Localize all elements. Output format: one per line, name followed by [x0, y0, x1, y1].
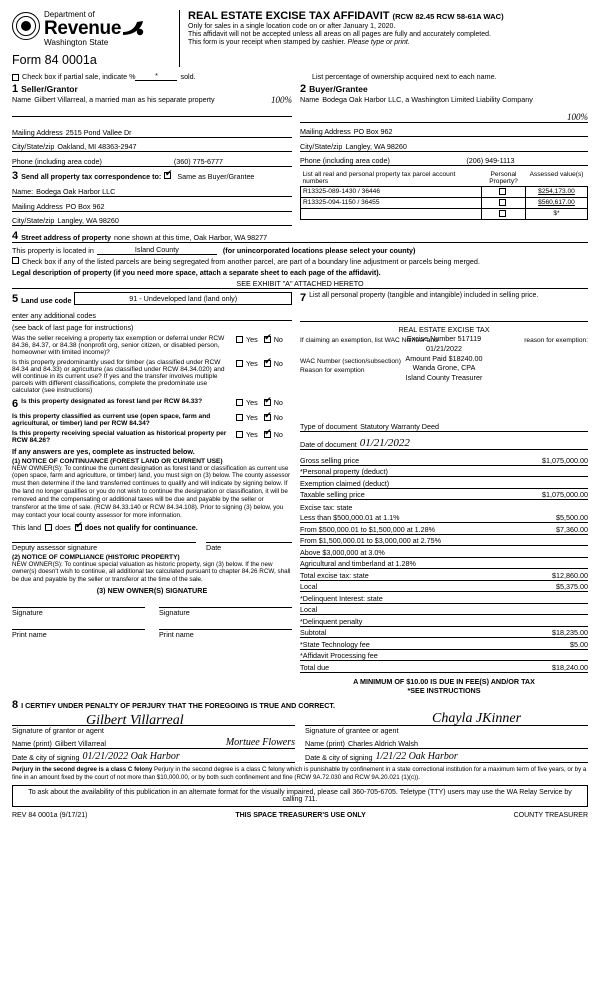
see-instructions-note: *SEE INSTRUCTIONS — [407, 685, 481, 695]
q-historic-no[interactable]: ✔ No — [264, 430, 283, 439]
doc-date-label: Date of document — [300, 440, 357, 450]
new-owner-signature-title: (3) NEW OWNER(S) SIGNATURE — [96, 586, 208, 596]
corr-mailing-label: Mailing Address — [12, 201, 63, 211]
buyer-phone-value[interactable]: (206) 949-1113 — [466, 156, 515, 165]
county-note: (for unincorporated locations please select your county) — [222, 246, 416, 255]
money-value-0[interactable]: $1,075,000.00 — [542, 455, 588, 465]
buyer-mailing-value[interactable]: PO Box 962 — [353, 127, 393, 136]
dept-label: Department of — [44, 10, 95, 19]
q-timber-yes[interactable]: Yes — [236, 359, 258, 368]
correspondence-section — [12, 170, 292, 227]
correspondence-title: Send all property tax correspondence to: — [21, 171, 162, 181]
additional-codes-label: enter any additional codes — [12, 310, 96, 320]
money-row — [300, 500, 588, 512]
designation-section-number: 6 — [12, 397, 19, 410]
county-value[interactable]: Island County — [97, 245, 217, 255]
table-row — [301, 186, 588, 197]
same-as-buyer-checkbox[interactable] — [164, 172, 171, 179]
grantee-signature-label: Signature of grantee or agent — [305, 725, 399, 735]
buyer-csz-value[interactable]: Langley, WA 98260 — [345, 141, 407, 151]
landuse-instructions: (see back of last page for instructions) — [12, 322, 134, 332]
buyer-name-label: Name — [300, 95, 320, 104]
form-header — [12, 10, 588, 67]
section7-number: 7 — [300, 292, 307, 304]
money-label-8: Above $3,000,000 at 3.0% — [300, 547, 385, 557]
money-row — [300, 650, 588, 662]
q-historic-text: Is this property receiving special valuation as historical property per RCW 84.26? — [12, 429, 227, 444]
property-address-section — [12, 230, 588, 289]
buyer-phone-label: Phone (including area code) — [300, 156, 390, 165]
state-seal-icon — [12, 12, 40, 40]
section7-intro: List all personal property (tangible and intangible) included in selling price. — [309, 292, 539, 299]
seller-phone-label: Phone (including area code) — [12, 156, 102, 166]
parcel-header-numbers: List all real and personal property tax parcel account numbers — [302, 170, 456, 185]
landuse-section-number: 5 — [12, 293, 19, 305]
money-row — [300, 581, 588, 593]
footer-treasurer: COUNTY TREASURER — [513, 812, 588, 820]
grantee-date-label: Date & city of signing — [305, 752, 373, 762]
money-label-10: Total excise tax: state — [300, 570, 369, 580]
parcel-number-1[interactable]: R13325-094-1150 / 36455 — [301, 197, 482, 208]
deputy-date-label: Date — [206, 542, 222, 552]
footer-revision: REV 84 0001a (9/17/21) — [12, 812, 88, 820]
title-block — [180, 10, 588, 67]
buyer-section-title: Buyer/Grantee — [309, 84, 368, 94]
corr-name-value[interactable]: Bodega Oak Harbor LLC — [36, 187, 116, 196]
money-value-16[interactable]: $5.00 — [570, 639, 588, 649]
partial-sale-checkbox[interactable] — [12, 74, 19, 81]
money-label-13: Local — [300, 605, 318, 615]
minimum-due-note: A MINIMUM OF $10.00 IS DUE IN FEE(S) AND/OR TAX — [353, 676, 535, 686]
designation-section — [12, 398, 292, 640]
money-label-3: Taxable selling price — [300, 490, 365, 500]
does-qualify-option[interactable]: does — [45, 523, 71, 532]
money-row — [300, 627, 588, 639]
grantor-date-value[interactable]: 01/21/2022 Oak Harbor — [82, 750, 180, 762]
landuse-label: Land use code — [21, 296, 72, 305]
parcel-value-0[interactable]: $254,173.00 — [526, 186, 588, 197]
notice-continuance-title: (1) NOTICE OF CONTINUANCE (FOREST LAND OR CURRENT USE) — [12, 457, 223, 465]
new-owner-print-label-1: Print name — [12, 630, 47, 640]
buyer-name-value[interactable]: Bodega Oak Harbor LLC, a Washington Limited Liability Company — [322, 95, 533, 104]
corr-mailing-value[interactable]: PO Box 962 — [65, 201, 105, 211]
partial-sale-label: Check box if partial sale, indicate % — [22, 72, 136, 81]
legal-description-label: Legal description of property (if you need more space, attach a separate sheet to each page of the affidavit). — [12, 268, 381, 277]
buyer-mailing-label: Mailing Address — [300, 127, 351, 136]
revenue-wordmark: Revenue — [44, 19, 145, 38]
money-table — [300, 454, 588, 673]
new-owner-sig-label-1: Signature — [12, 608, 43, 618]
money-value-3[interactable]: $1,075,000.00 — [542, 490, 588, 500]
stamp-line-3: 01/21/2022 — [426, 343, 462, 353]
money-row — [300, 523, 588, 535]
seller-csz-label: City/State/zip — [12, 142, 55, 151]
doc-date-value[interactable]: 01/21/2022 — [359, 437, 410, 450]
money-value-15[interactable]: $18,235.00 — [552, 628, 588, 638]
parcel-table — [300, 170, 588, 220]
money-label-15: Subtotal — [300, 628, 327, 638]
grantor-name-label: Name (print) — [12, 738, 52, 748]
corr-name-label: Name: — [12, 187, 34, 196]
grantee-name-label: Name (print) — [305, 738, 345, 748]
money-label-16: *State Technology fee — [300, 639, 370, 649]
grantee-date-value[interactable]: 1/21/22 Oak Harbor — [375, 750, 458, 762]
grantor-date-label: Date & city of signing — [12, 752, 80, 762]
buyer-percent[interactable]: 100% — [567, 111, 588, 122]
money-label-17: *Affidavit Processing fee — [300, 651, 378, 661]
q-currentuse-no[interactable]: ✔ No — [264, 413, 283, 422]
grantor-name-value[interactable]: Gilbert Villarreal — [54, 738, 106, 748]
form-title: REAL ESTATE EXCISE TAX AFFIDAVIT (RCW 82.45 RCW 58-61A WAC) — [188, 10, 504, 22]
notice-compliance-text: NEW OWNER(S): To continue special valuation as historic property, sign (3) below. If the new owner(s) doesn't wish to continue, all additional tax calculated pursuant to chapter 84.26 RCW, shall be due and payable by the seller or transferor at the time of the sale. — [12, 560, 291, 584]
does-not-qualify-option[interactable]: ✔ does not qualify for continuance. — [75, 523, 198, 532]
q-forest-text: Is this property designated as forest land per RCW 84.33? — [21, 397, 203, 405]
money-row — [300, 477, 588, 489]
q-currentuse-text: Is this property classified as current use (open space, farm and agricultural, or timber) land per RCW 84.34? — [12, 412, 211, 427]
parcel-number-2[interactable] — [301, 208, 482, 219]
money-label-11: Local — [300, 582, 318, 592]
q-timber-no[interactable]: ✔ No — [264, 359, 283, 368]
money-label-9: Agricultural and timberland at 1.28% — [300, 559, 416, 569]
money-label-5: Less than $500,000.01 at 1.1% — [300, 513, 400, 523]
seller-name-label: Name — [12, 95, 32, 104]
money-row — [300, 592, 588, 604]
q-historic-yes[interactable]: Yes — [236, 430, 258, 439]
q-exemption-no[interactable]: ✔ No — [264, 335, 283, 344]
money-label-14: *Delinquent penalty — [300, 616, 363, 626]
grantor-signature-label: Signature of grantor or agent — [12, 725, 104, 735]
legal-description-value[interactable]: SEE EXHIBIT "A" ATTACHED HERETO — [236, 279, 364, 288]
form-number: Form 84 0001a — [12, 53, 97, 67]
county-label: This property is located in — [12, 246, 94, 255]
q-exemption-yes[interactable]: Yes — [236, 335, 258, 344]
q-forest-no[interactable]: ✔ No — [264, 398, 283, 407]
parcel-personal-checkbox-2[interactable] — [499, 210, 506, 217]
q-currentuse-yes[interactable]: Yes — [236, 413, 258, 422]
deputy-assessor-label: Deputy assessor signature — [12, 542, 98, 552]
seller-percent[interactable]: 100% — [271, 95, 292, 105]
land-use-section — [12, 292, 292, 695]
doc-type-label: Type of document — [300, 422, 358, 432]
money-value-11[interactable]: $5,375.00 — [556, 582, 588, 592]
parcel-table-wrap — [300, 170, 588, 227]
money-row — [300, 569, 588, 581]
notice-compliance-title: (2) NOTICE OF COMPLIANCE (HISTORIC PROPERTY) — [12, 553, 180, 561]
stamp-line-2: Excise Number 517119 — [406, 334, 482, 344]
stamp-line-4: Amount Paid $18240.00 — [405, 353, 483, 363]
money-label-4: Excise tax: state — [300, 502, 353, 512]
if-any-yes-note: If any answers are yes, complete as instructed below. — [12, 446, 195, 456]
parcel-value-1[interactable]: $560,617.00 — [526, 197, 588, 208]
money-row — [300, 615, 588, 627]
money-row — [300, 546, 588, 558]
parcel-header-personal: Personal Property? — [489, 170, 518, 185]
money-row — [300, 512, 588, 524]
parcel-personal-checkbox-0[interactable] — [499, 188, 506, 195]
money-label-18: Total due — [300, 662, 330, 672]
grantor-signature-mark[interactable]: Gilbert Villarreal — [86, 712, 184, 728]
grantee-signature-mark[interactable]: Chayla JKinner — [432, 710, 522, 726]
seller-mailing-value[interactable]: 2515 Pond Vallee Dr — [65, 127, 132, 137]
form-sub2: This affidavit will not be accepted unless all areas on all pages are fully and accurately completed. — [188, 31, 491, 38]
money-row — [300, 489, 588, 501]
money-row — [300, 535, 588, 547]
footer-center-note: THIS SPACE TREASURER'S USE ONLY — [235, 812, 366, 820]
certification-section — [12, 699, 588, 763]
partial-sale-row — [12, 71, 588, 81]
table-row — [301, 197, 588, 208]
corr-csz-value[interactable]: Langley, WA 98260 — [57, 216, 119, 225]
notice-continuance-text: NEW OWNER(S): To continue the current designation as forest land or classification as current use (open space, farm and agriculture, or timber) land, you must sign on (3) below. The county assessor must then determine if the land transferred continues to qualify and will indicate by signing below. If the land no longer qualifies or you do not wish to continue the designation or classification, it will be removed and the compensating or additional taxes will be due and payable by the seller or transferor at the time of sale. (RCW 84.33.140 or RCW 84.34.108). Prior to signing (3) below, you may contact your local county assessor for more information. — [12, 464, 291, 519]
money-row — [300, 661, 588, 673]
ada-notice: To ask about the availability of this publication in an alternate format for the visually impaired, please call 360-705-6705. Teletype (TTY) users may use the WA Relay Service by calling 711. — [12, 785, 588, 807]
segregated-label: Check box if any of the listed parcels are being segregated from another parcel, are part of a boundary line adjustment or parcels being merged. — [22, 257, 480, 266]
seller-section-number: 1 — [12, 83, 19, 95]
parcel-header-assessed: Assessed value(s) — [529, 170, 584, 178]
money-value-10[interactable]: $12,860.00 — [552, 570, 588, 580]
address-label: Street address of property — [21, 233, 111, 242]
partial-sale-suffix: sold. — [180, 72, 196, 81]
stamp-line-6: Island County Treasurer — [405, 373, 483, 383]
money-value-5[interactable]: $5,500.00 — [556, 513, 588, 523]
buyer-section-number: 2 — [300, 83, 307, 95]
certification-title: I CERTIFY UNDER PENALTY OF PERJURY THAT THE FOREGOING IS TRUE AND CORRECT. — [21, 700, 335, 710]
parcel-number-0[interactable]: R13325-089-1430 / 36446 — [301, 186, 482, 197]
money-label-12: *Delinquent Interest: state — [300, 593, 383, 603]
perjury-note: Perjury in the second degree is a class C felony Perjury in the second degree is a class C felony which is punishable by confinement in a state correctional institution for a maximum term of five years, or by a fine in an amount fixed by the court of not more than $10,000.00, or by both such confinement and fine (RCW 9A.72.030 and RCW 9A.20.021 (1)(c)). — [12, 765, 587, 781]
exemption-claim-row: If claiming an exemption, list WAC Number and reason for exemption: WAC Number (section/subsection) Reason for exemption — [300, 336, 588, 374]
seller-phone-value[interactable]: (360) 775-6777 — [173, 156, 224, 166]
parcel-personal-checkbox-1[interactable] — [499, 199, 506, 206]
personal-property-section — [300, 292, 588, 695]
stamp-line-5: Wanda Grone, CPA — [412, 363, 476, 373]
table-row — [301, 208, 588, 219]
state-label: Washington State — [44, 38, 109, 47]
money-row — [300, 558, 588, 570]
buyer-csz-label: City/State/zip — [300, 141, 343, 151]
money-row — [300, 466, 588, 478]
money-value-6[interactable]: $7,360.00 — [556, 524, 588, 534]
stamp-line-1: REAL ESTATE EXCISE TAX — [398, 324, 490, 334]
corr-csz-label: City/State/zip — [12, 216, 55, 225]
q-exemption-text: Was the seller receiving a property tax exemption or deferral under RCW 84.36, 84.37, or 84.38 (nonprofit org, senior citizen, or disabled person, homeowner with limited income)? — [12, 334, 225, 356]
q-forest-yes[interactable]: Yes — [236, 398, 258, 407]
swoosh-icon — [121, 19, 145, 37]
new-owner-print-label-2: Print name — [159, 630, 194, 640]
this-land-label: This land — [12, 522, 42, 532]
doc-type-value[interactable]: Statutory Warranty Deed — [360, 422, 439, 432]
money-label-1: *Personal property (deduct) — [300, 467, 388, 477]
same-as-buyer-label: Same as Buyer/Grantee — [177, 171, 255, 181]
money-label-2: Exemption claimed (deduct) — [300, 478, 390, 488]
buyer-section — [300, 83, 588, 167]
landuse-code-value[interactable]: 91 - Undeveloped land (land only) — [74, 292, 292, 305]
parcel-value-2[interactable]: $* — [526, 208, 588, 219]
money-label-7: From $1,500,000.01 to $3,000,000 at 2.75% — [300, 536, 442, 546]
money-value-18[interactable]: $18,240.00 — [552, 662, 588, 672]
money-row — [300, 638, 588, 650]
seller-section — [12, 83, 292, 167]
segregated-checkbox[interactable] — [12, 257, 19, 264]
seller-name-value[interactable]: Gilbert Villarreal, a married man as his separate property — [34, 95, 215, 104]
ownership-note: List percentage of ownership acquired next to each name. — [312, 72, 497, 81]
correspondence-section-number: 3 — [12, 169, 19, 182]
seller-section-title: Seller/Grantor — [21, 84, 78, 94]
form-sub1: Only for sales in a single location code on or after January 1, 2020. — [188, 23, 396, 30]
form-footer — [12, 812, 588, 819]
new-owner-sig-label-2: Signature — [159, 608, 190, 618]
money-row — [300, 604, 588, 616]
partial-sale-percent[interactable]: * — [135, 71, 177, 81]
certification-number: 8 — [12, 698, 19, 711]
q-timber-text: Is this property predominantly used for timber (as classified under RCW 84.34 and 84.33) or agriculture (as classified under RCW 84.34.020) and will continue in its current use? If yes and the transfer involves multiple parcels with different classifications, complete the predominate use calculator (see instructions) — [12, 358, 225, 394]
agency-block — [12, 10, 180, 67]
grantee-name-value[interactable]: Charles Aldrich Walsh — [347, 738, 418, 748]
grantor-name-hand: Mortuee Flowers — [225, 736, 295, 748]
seller-csz-value[interactable]: Oakland, MI 48363-2947 — [57, 142, 137, 151]
seller-mailing-label: Mailing Address — [12, 127, 63, 137]
address-section-number: 4 — [12, 230, 19, 242]
money-label-6: From $500,000.01 to $1,500,000 at 1.28% — [300, 524, 436, 534]
form-sub3: This form is your receipt when stamped by cashier. Please type or print. — [188, 39, 410, 46]
address-value[interactable]: none shown at this time, Oak Harbor, WA 98277 — [114, 233, 268, 242]
money-label-0: Gross selling price — [300, 455, 360, 465]
money-row — [300, 454, 588, 466]
